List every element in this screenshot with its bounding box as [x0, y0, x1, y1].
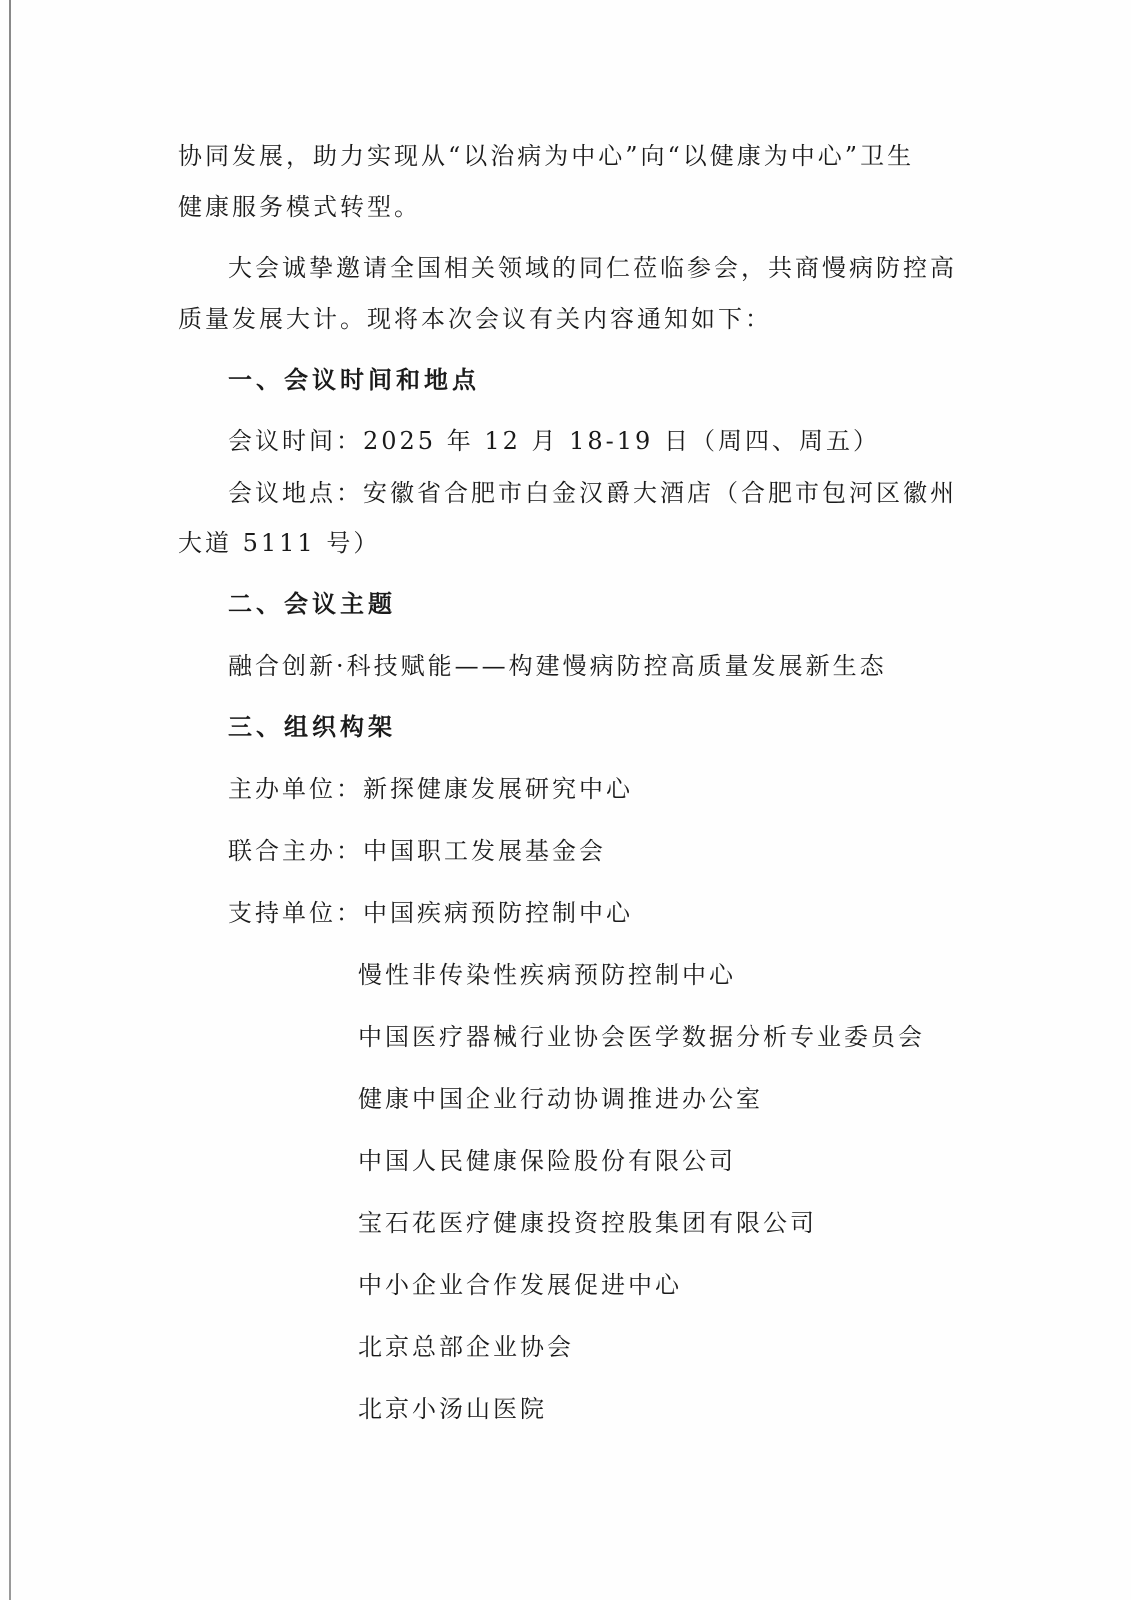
meeting-theme: 融合创新·科技赋能——构建慢病防控高质量发展新生态 [228, 652, 887, 680]
support-unit: 慢性非传染性疾病预防控制中心 [358, 961, 736, 989]
para2-line1: 大会诚挚邀请全国相关领域的同仁莅临参会，共商慢病防控高 [228, 254, 957, 282]
section1-title: 一、会议时间和地点 [228, 365, 480, 394]
scan-edge-line [9, 0, 11, 1600]
para1-line2: 健康服务模式转型。 [178, 193, 421, 221]
meeting-place-line2: 大道 5111 号） [178, 529, 381, 557]
meeting-time: 会议时间：2025 年 12 月 18-19 日（周四、周五） [228, 427, 880, 455]
support-unit: 宝石花医疗健康投资控股集团有限公司 [358, 1209, 817, 1237]
para1-line1: 协同发展，助力实现从“以治病为中心”向“以健康为中心”卫生 [178, 142, 915, 170]
support-unit: 中小企业合作发展促进中心 [358, 1271, 682, 1299]
co-host-organizer: 联合主办：中国职工发展基金会 [228, 837, 606, 865]
section2-title: 二、会议主题 [228, 589, 396, 618]
section3-title: 三、组织构架 [228, 712, 396, 741]
support-unit: 中国医疗器械行业协会医学数据分析专业委员会 [358, 1023, 925, 1051]
para2-line2: 质量发展大计。现将本次会议有关内容通知如下： [178, 305, 772, 333]
host-organizer: 主办单位：新探健康发展研究中心 [228, 775, 633, 803]
meeting-place-line1: 会议地点：安徽省合肥市白金汉爵大酒店（合肥市包河区徽州 [228, 479, 957, 507]
support-unit: 健康中国企业行动协调推进办公室 [358, 1085, 763, 1113]
support-unit-first: 支持单位：中国疾病预防控制中心 [228, 899, 633, 927]
support-unit: 北京总部企业协会 [358, 1333, 574, 1361]
support-unit: 中国人民健康保险股份有限公司 [358, 1147, 736, 1175]
support-unit: 北京小汤山医院 [358, 1395, 547, 1423]
